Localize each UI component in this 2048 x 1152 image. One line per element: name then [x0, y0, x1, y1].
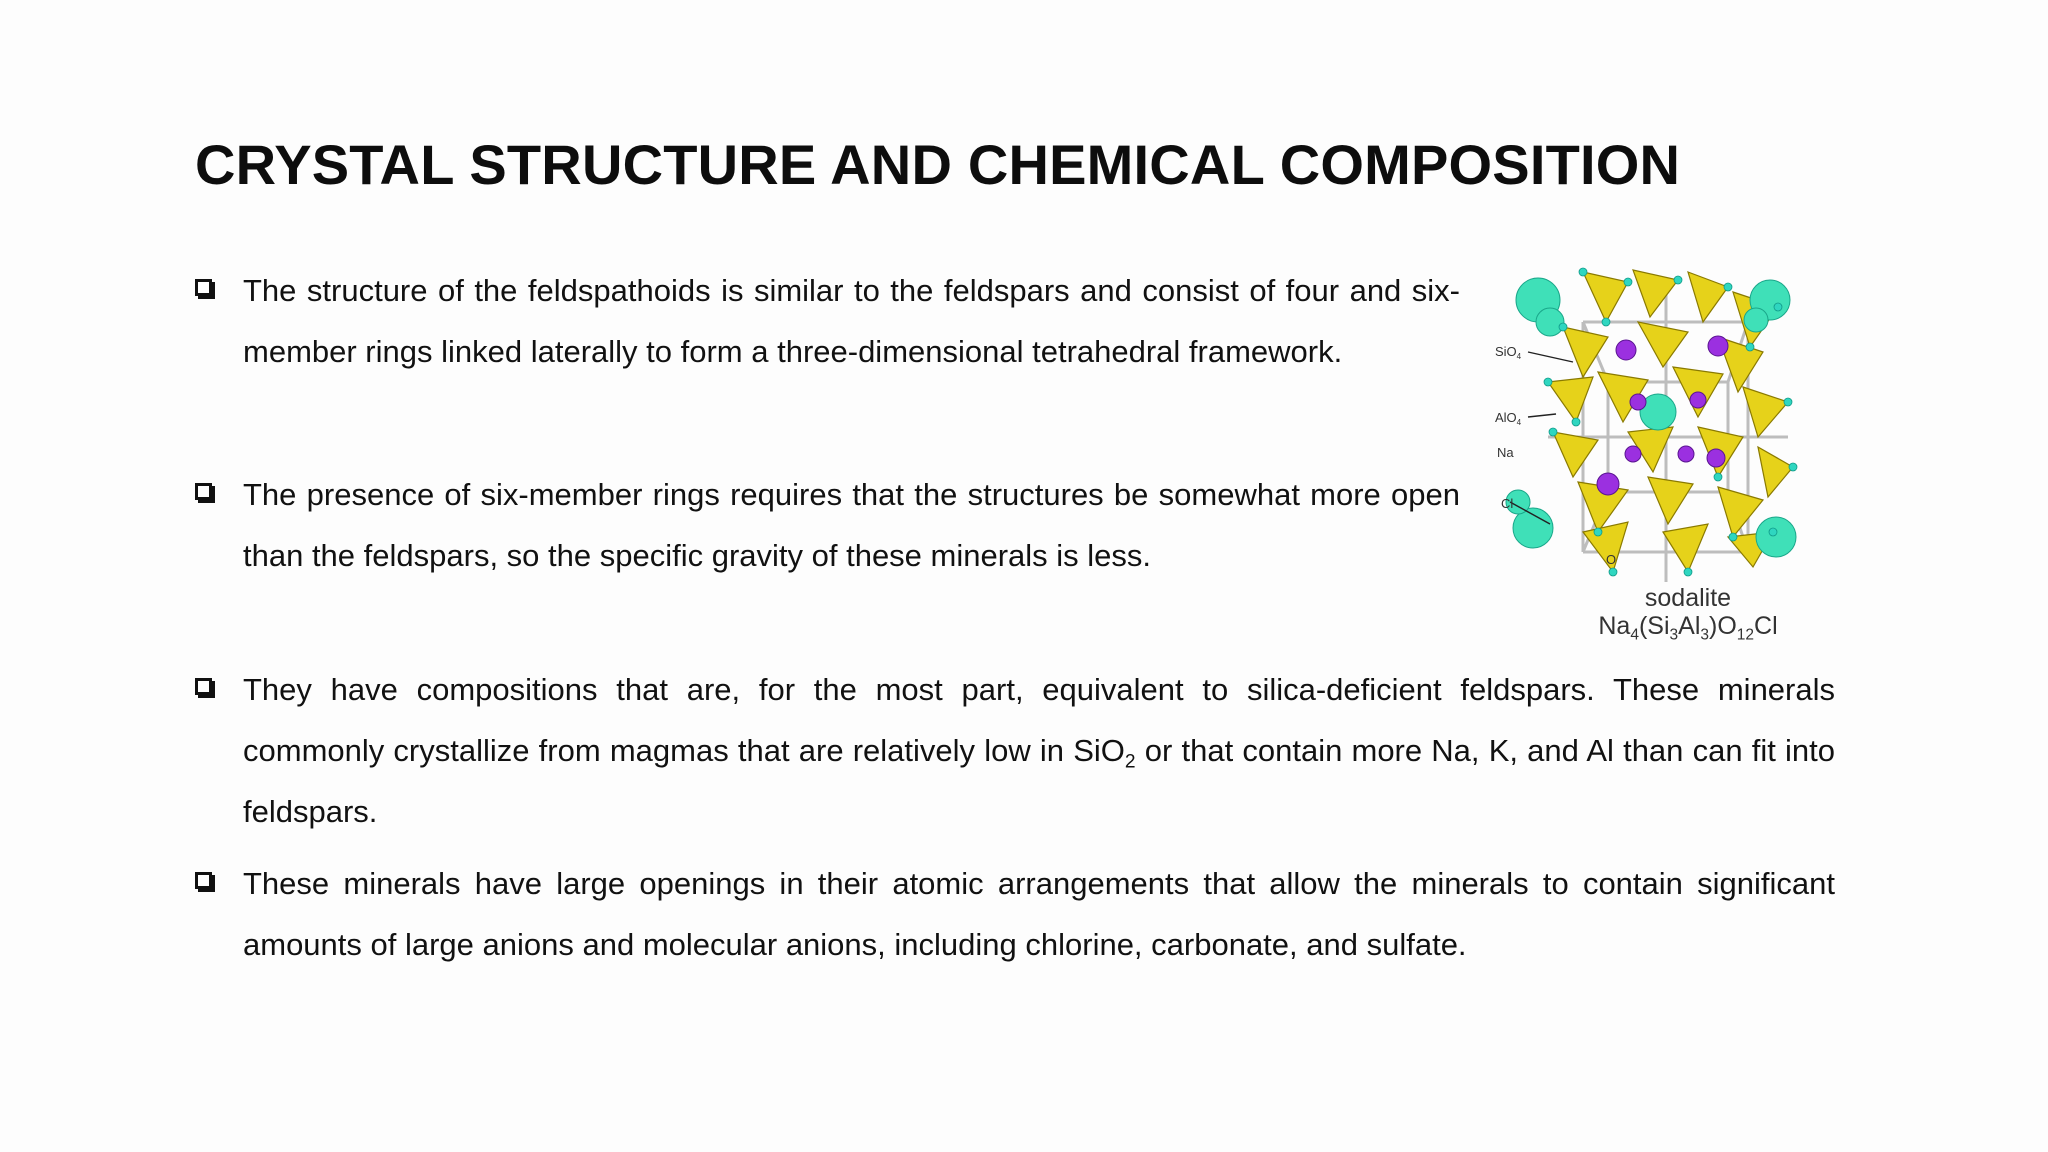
na-atom	[1625, 446, 1641, 462]
tetrahedron-shape	[1583, 272, 1628, 322]
na-atom	[1708, 336, 1728, 356]
o-atom	[1579, 268, 1587, 276]
o-atom	[1674, 276, 1682, 284]
checkbox-bullet-icon	[195, 483, 212, 500]
tetrahedron-shape	[1548, 377, 1593, 422]
o-atom	[1594, 528, 1602, 536]
bullet-text: These minerals have large openings in their atomic arrangements that allow the minerals to contain significant amounts of large anions and molecular anions, including chlorine, carbonate, and sulfate.	[243, 866, 1835, 962]
cl-atom	[1744, 308, 1768, 332]
bullet-item-4	[195, 853, 1835, 975]
o-atom	[1684, 568, 1692, 576]
tetrahedron-shape	[1638, 322, 1688, 367]
cl-atom	[1536, 308, 1564, 336]
tetrahedron-shape	[1633, 270, 1678, 317]
slide-title: CRYSTAL STRUCTURE AND CHEMICAL COMPOSITION	[195, 133, 1681, 196]
bullet-item-3	[195, 659, 1835, 842]
na-atom	[1597, 473, 1619, 495]
bullet-text: The structure of the feldspathoids is similar to the feldspars and consist of four and six-member rings linked laterally to form a three-dimensional tetrahedral framework.	[243, 273, 1460, 369]
bullet-item-1	[195, 260, 1460, 382]
na-atom	[1707, 449, 1725, 467]
sio4-label: SiO$_4$	[1495, 344, 1522, 361]
figure-caption-name: sodalite	[1644, 584, 1732, 612]
bullet-text-part: or that contain more Na, K, and Al than can fit into feldspars.	[243, 733, 1835, 829]
o-atom	[1714, 473, 1722, 481]
tetrahedron-shape	[1758, 447, 1793, 497]
subscript: 2	[1124, 751, 1136, 773]
tetrahedron-shape	[1648, 477, 1693, 524]
bullet-text: The presence of six-member rings requires that the structures be somewhat more open than the feldspars, so the specific gravity of these minerals is less.	[243, 477, 1460, 573]
o-atom	[1549, 428, 1557, 436]
cl-label: Cl	[1501, 496, 1514, 511]
o-atom	[1602, 318, 1610, 326]
na-atom	[1630, 394, 1646, 410]
o-atom	[1559, 323, 1567, 331]
na-atom	[1616, 340, 1636, 360]
o-atom	[1769, 528, 1777, 536]
checkbox-bullet-icon	[195, 678, 212, 695]
na-label: Na	[1497, 445, 1514, 460]
na-atom	[1690, 392, 1706, 408]
o-atom	[1789, 463, 1797, 471]
o-atom	[1572, 418, 1580, 426]
o-atom	[1729, 533, 1737, 541]
figure-caption-formula: $Na_4(Si_3Al_3)O_{12}Cl$	[1598, 612, 1778, 644]
tetrahedron-shape	[1743, 387, 1788, 437]
o-label: O	[1606, 552, 1617, 567]
o-atom	[1774, 303, 1782, 311]
o-atom	[1724, 283, 1732, 291]
o-atom	[1544, 378, 1552, 386]
bullet-text	[243, 659, 1835, 842]
tetrahedron-shape	[1553, 432, 1598, 477]
alo4-label: AlO$_4$	[1495, 410, 1522, 427]
bullet-item-2	[195, 464, 1460, 586]
checkbox-bullet-icon	[195, 279, 212, 296]
o-atom	[1784, 398, 1792, 406]
tetrahedron-shape	[1663, 524, 1708, 572]
checkbox-bullet-icon	[195, 872, 212, 889]
bullet-text-part: They have compositions that are, for the most part, equivalent to silica-deficient feldspars. These minerals commonly crystallize from magmas that are relatively low in SiO	[243, 672, 1835, 768]
na-atom	[1678, 446, 1694, 462]
o-atom	[1609, 568, 1617, 576]
tetrahedron-shape	[1688, 272, 1728, 322]
o-atom	[1624, 278, 1632, 286]
o-atom	[1746, 343, 1754, 351]
cl-atom	[1756, 517, 1796, 557]
